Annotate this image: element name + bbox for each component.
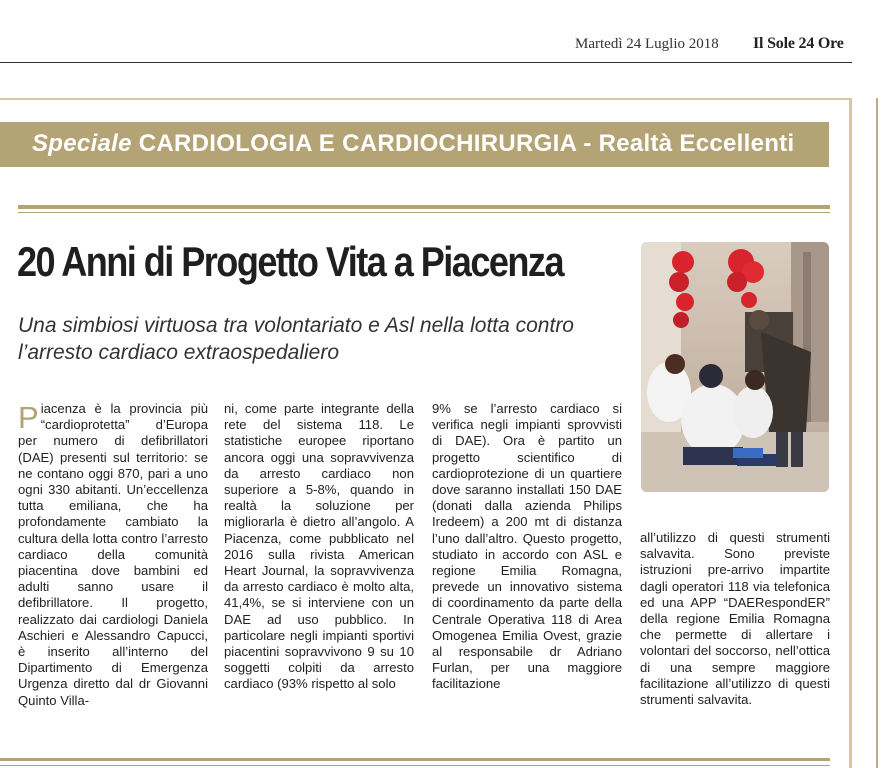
- article-column-3: 9% se l’arresto cardiaco si verifica negli impianti sprovvisti di DAE). Ora è partito un progetto scientifico di cardioprotezione di un quartiere dove saranno installati 150 DAE (donati dalla azienda Philips Iredeem) a 200 mt di distanza l’uno dall’altro. Questo progetto, studiato in accordo con ASL e regione Emilia Romagna, prevede un innovativo sistema di coordinamento da parte della Centrale Operativa 118 di Area Omogenea Emilia Ovest, grazie al responsabile dr Adriano Furlan, per una maggiore facilitazione: [432, 401, 622, 692]
- photo-illustration: [641, 242, 829, 492]
- page-frame-right: [849, 98, 852, 768]
- column-1-text: iacenza è la provincia più “cardioprotetta” d’Europa per numero di defibrillatori (DAE) presenti sul territorio: se ne contano oggi 870, pari a uno ogni 330 abitanti. Un’eccellenza tutta emiliana, che ha profondamente cambiato la cultura della lotta contro l’arresto cardiaco della comunità piacentina dove bambini ed adulti sanno usare il defibrillatore. Il progetto, realizzato dai cardiologi Daniela Aschieri e Alessandro Capucci, è inserito all’interno del Dipartimento di Emergenza Urgenza diretto dal dr Giovanni Quinto Villa-: [18, 401, 208, 708]
- masthead-divider: [0, 62, 852, 63]
- headline-rule-top-thin: [18, 212, 830, 213]
- banner-suffix: - Realtà Eccellenti: [583, 130, 795, 157]
- banner-section: CARDIOLOGIA E CARDIOCHIRURGIA: [138, 130, 577, 157]
- newspaper-name: Il Sole 24 Ore: [753, 35, 844, 52]
- article-subtitle: Una simbiosi virtuosa tra volontariato e Asl nella lotta contro l’arresto cardiaco extraospedaliero: [18, 314, 574, 364]
- banner-text: [32, 130, 794, 158]
- article-headline: 20 Anni di Progetto Vita a Piacenza: [17, 238, 563, 285]
- page-bottom-rule: [0, 758, 830, 761]
- publication-date: Martedì 24 Luglio 2018: [575, 36, 719, 52]
- page-frame-right-outer: [876, 98, 878, 768]
- article-photo: [641, 242, 829, 492]
- headline-rule-top: [18, 205, 830, 209]
- article-column-1: [18, 401, 208, 709]
- banner-prefix: Speciale: [32, 130, 132, 157]
- section-banner: [0, 122, 829, 167]
- article-column-2: ni, come parte integrante della rete del sistema 118. Le statistiche europee riportano ancora oggi una sopravvivenza da arresto cardiaco non superiore a 5-8%, quando in realtà la soluzione per migliorarla è dietro all’angolo. A Piacenza, come pubblicato nel 2016 sulla rivista American Heart Journal, la sopravvivenza da arresto cardiaco è molto alta, 41,4%, se si interviene con un DAE ad uso pubblico. In particolare negli impianti sportivi piacentini sopravvivono 9 su 10 soggetti colpiti da arresto cardiaco (93% rispetto al solo: [224, 401, 414, 692]
- page-bottom-rule-thin: [0, 765, 830, 766]
- page-frame-top: [0, 98, 852, 100]
- drop-cap: P: [18, 400, 39, 435]
- article-column-4: all’utilizzo di questi strumenti salvavita. Sono previste istruzioni pre-arrivo impartite dagli operatori 118 via telefonica ed una APP “DAERespondER” della regione Emilia Romagna che permette di allertare i volontari del soccorso, nell’ottica di una sempre maggiore facilitazione all’utilizzo di questi strumenti salvavita.: [640, 530, 830, 708]
